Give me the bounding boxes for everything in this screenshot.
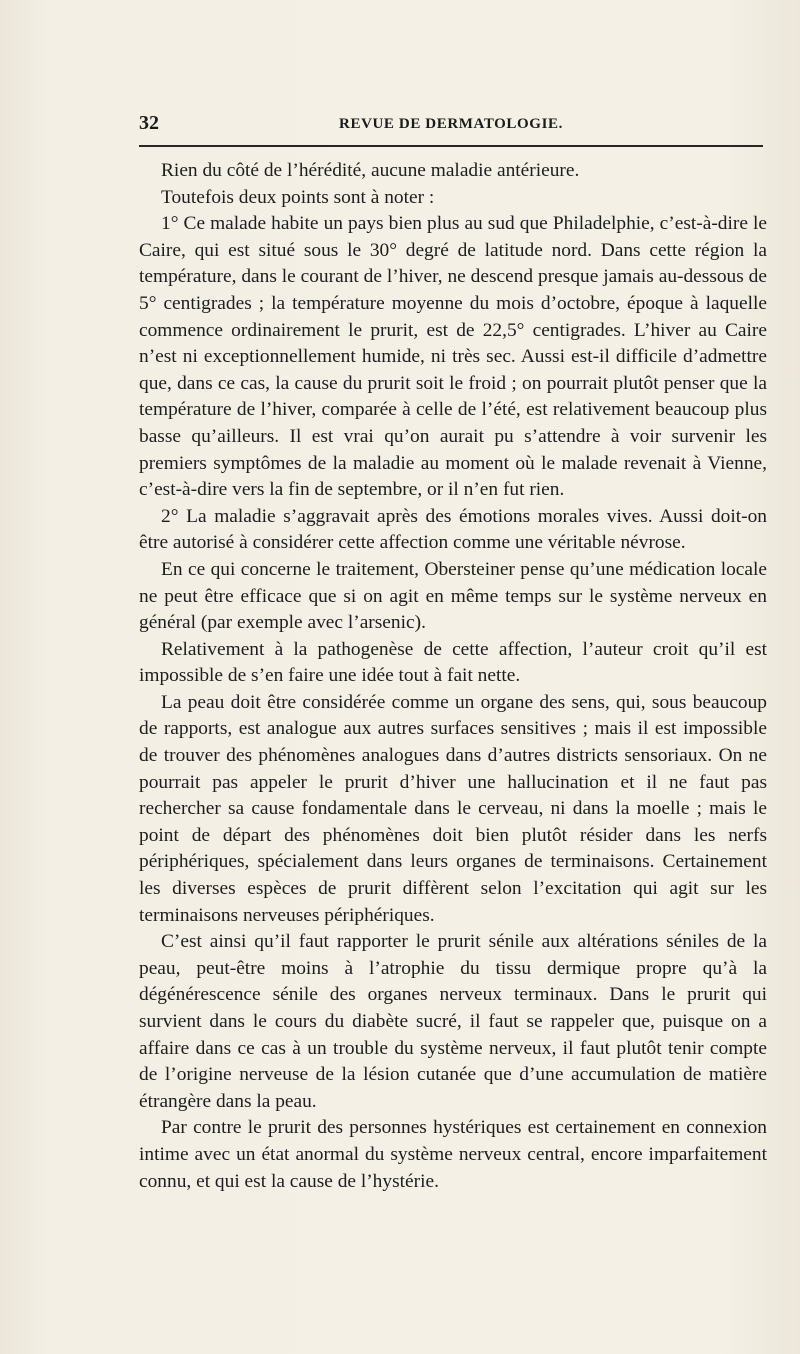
paragraph-senile-pruritus: C’est ainsi qu’il faut rapporter le prurit sénile aux altérations séniles de la peau, peut-être moins à l’atrophie du tissu dermique propre qu’à la dégénérescence sénile des organes nerveux terminaux. Dans le prurit qui survient dans le cours du diabète sucré, il faut se rappeler que, puisque on a affaire dans ce cas à un trouble du système nerveux, il faut plutôt tenir compte de l’origine nerveuse de la lésion cutanée que d’une accumulation de matière étrangère dans la peau. — [139, 931, 767, 1112]
paragraph-pathogenesis: Relativement à la pathogenèse de cette affection, l’auteur croit qu’il est impossible de s’en faire une idée tout à fait nette. — [139, 638, 767, 687]
paragraph-treatment: En ce qui concerne le traitement, Obersteiner pense qu’une médication locale ne peut être efficace que si on agit en même temps sur le système nerveux en général (par exemple avec l’arsenic). — [139, 558, 767, 634]
paragraph-skin-sense-organ: La peau doit être considérée comme un organe des sens, qui, sous beaucoup de rapports, est analogue aux autres surfaces sensitives ; mais il est impossible de trouver des phénomènes analogues dans d’autres districts sensoriaux. On ne pourrait pas appeler le prurit d’hiver une hallucination et il ne faut pas rechercher sa cause fondamentale dans le cerveau, ni dans la moelle ; mais le point de départ des phénomènes doit bien plutôt résider dans les nerfs périphériques, spécialement dans leurs organes de terminaisons. Certainement les diverses espèces de prurit diffèrent selon l’excitation qui agit sur les terminaisons nerveuses périphériques. — [139, 691, 767, 926]
page-number: 32 — [139, 112, 159, 134]
running-head: REVUE DE DERMATOLOGIE. — [339, 116, 563, 132]
body-text — [139, 158, 767, 1195]
page-header — [139, 112, 763, 138]
paragraph-heredity: Rien du côté de l’hérédité, aucune maladie antérieure. — [161, 160, 580, 181]
paragraph-point-one: 1° Ce malade habite un pays bien plus au sud que Philadelphie, c’est-à-dire le Caire, qui est situé sous le 30° degré de latitude nord. Dans cette région la température, dans le courant de l’hiver, ne descend presque jamais au-dessous de 5° centigrades ; la température moyenne du mois d’octobre, époque à laquelle commence ordinairement le prurit, est de 22,5° centigrades. L’hiver au Caire n’est ni exceptionnellement humide, ni très sec. Aussi est-il difficile d’admettre que, dans ce cas, la cause du prurit soit le froid ; on pourrait plutôt penser que la température de l’hiver, comparée à celle de l’été, est relativement beaucoup plus basse qu’ailleurs. Il est vrai qu’on aurait pu s’attendre à voir survenir les premiers symptômes de la maladie au moment où le malade revenait à Vienne, c’est-à-dire vers la fin de septembre, or il n’en fut rien. — [139, 213, 767, 501]
paragraph-two-points: Toutefois deux points sont à noter : — [161, 186, 435, 208]
header-rule — [139, 145, 763, 147]
paragraph-point-two: 2° La maladie s’aggravait après des émotions morales vives. Aussi doit-on être autorisé à considérer cette affection comme une véritable névrose. — [139, 505, 767, 554]
paragraph-hysteria: Par contre le prurit des personnes hystériques est certainement en connexion intime avec un état anormal du système nerveux central, encore imparfaitement connu, et qui est la cause de l’hystérie. — [139, 1117, 767, 1192]
